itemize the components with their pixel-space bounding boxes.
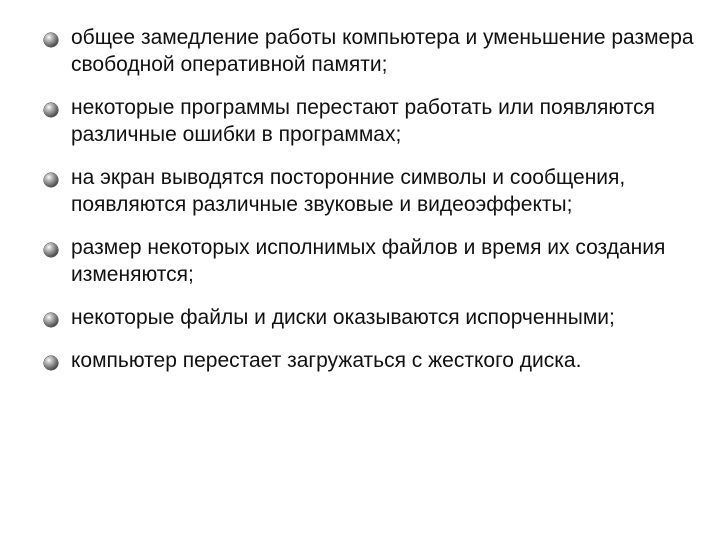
list-item	[44, 94, 694, 148]
sphere-bullet-icon	[44, 356, 58, 370]
sphere-bullet-icon	[44, 313, 58, 327]
list-item	[44, 304, 694, 331]
list-item	[44, 347, 694, 374]
bullet-list	[44, 24, 694, 374]
bullet-text: некоторые программы перестают работать или появляются различные ошибки в программах;	[71, 96, 655, 146]
bullet-text: общее замедление работы компьютера и уменьшение размера свободной оперативной памяти;	[71, 26, 694, 76]
sphere-bullet-icon	[44, 103, 58, 117]
bullet-text: компьютер перестает загружаться с жесткого диска.	[71, 349, 582, 372]
sphere-bullet-icon	[44, 243, 58, 257]
list-item	[44, 234, 694, 288]
bullet-text: на экран выводятся посторонние символы и сообщения, появляются различные звуковые и видеоэффекты;	[71, 166, 626, 216]
bullet-text: некоторые файлы и диски оказываются испорченными;	[71, 306, 615, 329]
sphere-bullet-icon	[44, 33, 58, 47]
list-item	[44, 24, 694, 78]
list-item	[44, 164, 694, 218]
sphere-bullet-icon	[44, 173, 58, 187]
bullet-text: размер некоторых исполнимых файлов и время их создания изменяются;	[71, 236, 666, 286]
